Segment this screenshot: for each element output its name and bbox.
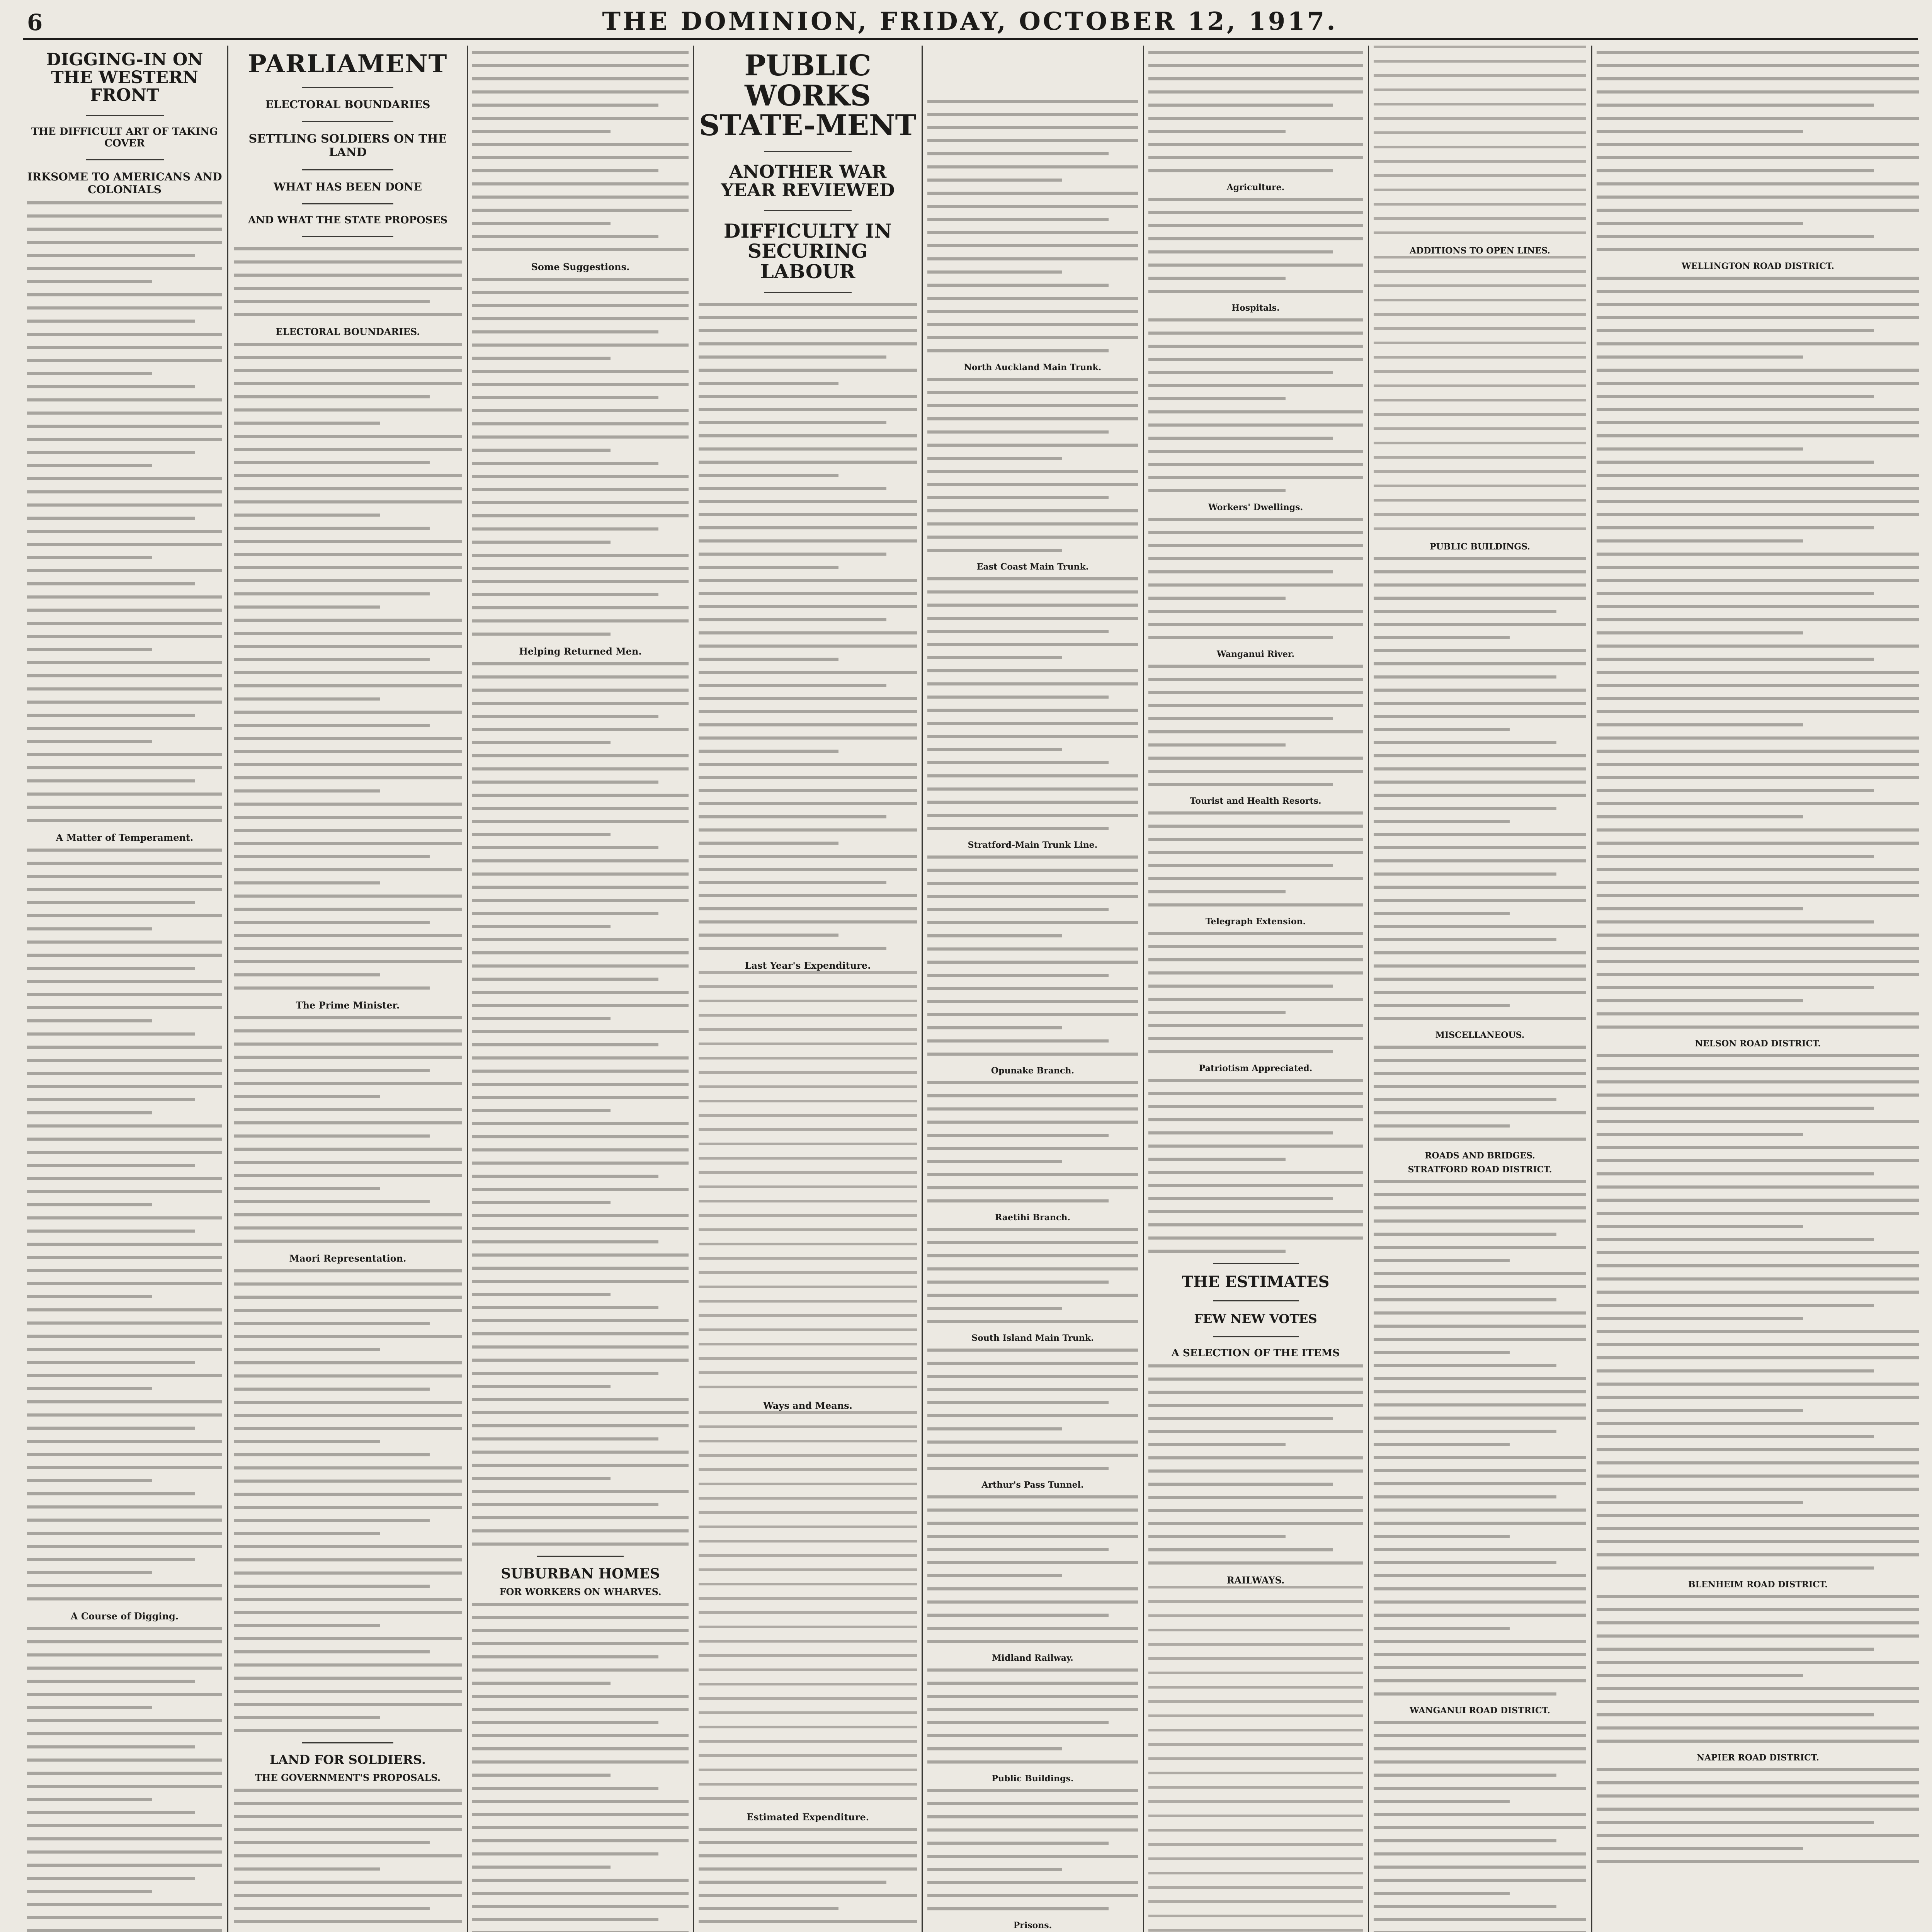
article-subhead: IRKSOME TO AMERICANS AND COLONIALS	[27, 170, 222, 196]
section-heading: BLENHEIM ROAD DISTRICT.	[1688, 1580, 1828, 1590]
body-text	[1148, 811, 1363, 906]
newspaper-title: THE DOMINION, FRIDAY, OCTOBER 12, 1917.	[602, 7, 1338, 36]
divider	[302, 1742, 393, 1743]
article-headline: DIFFICULTY IN SECURING LABOUR	[723, 219, 892, 283]
section-heading: Public Buildings.	[992, 1774, 1074, 1784]
section-heading: Last Year's Expenditure.	[745, 960, 871, 971]
column-4	[699, 46, 917, 1932]
divider	[1213, 1336, 1299, 1337]
body-text	[1148, 1079, 1363, 1253]
article-subhead: FEW NEW VOTES	[1194, 1311, 1317, 1326]
divider	[764, 210, 852, 211]
article-headline: PUBLIC WORKS STATE-MENT	[699, 49, 917, 143]
body-text	[927, 100, 1138, 352]
divider	[1213, 1263, 1299, 1264]
body-text	[1148, 665, 1363, 786]
section-heading: The Prime Minister.	[296, 1000, 400, 1011]
section-heading: MISCELLANEOUS.	[1435, 1030, 1525, 1040]
article-subhead: ELECTORAL BOUNDARIES	[265, 98, 430, 111]
masthead	[23, 7, 1918, 40]
body-text	[472, 51, 689, 251]
body-text	[927, 577, 1138, 830]
body-text	[927, 378, 1138, 552]
section-heading: ROADS AND BRIDGES.	[1425, 1151, 1535, 1161]
body-text	[234, 1016, 462, 1243]
body-text	[927, 1228, 1138, 1323]
body-text	[472, 662, 689, 1546]
section-heading: NELSON ROAD DISTRICT.	[1695, 1039, 1821, 1049]
section-heading: Telegraph Extension.	[1205, 917, 1306, 927]
section-heading: STRATFORD ROAD DISTRICT.	[1408, 1165, 1552, 1175]
divider	[302, 203, 393, 204]
body-text	[927, 1668, 1138, 1764]
body-text	[234, 1789, 462, 1932]
estimates-table	[1374, 46, 1586, 234]
page-number: 6	[27, 9, 43, 36]
section-heading: Opunake Branch.	[991, 1066, 1075, 1076]
body-text	[1597, 1595, 1919, 1743]
article-subhead: WHAT HAS BEEN DONE	[273, 180, 422, 194]
body-text	[1148, 1364, 1363, 1565]
body-text	[27, 1627, 222, 1932]
body-text	[234, 1269, 462, 1732]
body-text	[927, 1789, 1138, 1910]
body-text	[472, 278, 689, 636]
article-subhead: FOR WORKERS ON WHARVES.	[499, 1586, 662, 1597]
section-heading: Arthur's Pass Tunnel.	[981, 1480, 1084, 1490]
body-text	[1148, 198, 1363, 293]
expenditure-table	[699, 971, 917, 1388]
column-rule	[1368, 46, 1369, 1932]
section-heading: Ways and Means.	[763, 1400, 853, 1412]
body-text	[1148, 518, 1363, 639]
body-text	[1148, 932, 1363, 1053]
body-text	[927, 1349, 1138, 1470]
body-text	[1597, 1768, 1919, 1863]
body-text	[27, 849, 222, 1600]
section-heading: Prisons.	[1013, 1920, 1052, 1930]
body-text	[699, 303, 917, 950]
divider	[1213, 1300, 1299, 1301]
body-text	[27, 201, 222, 822]
article-headline: ANOTHER WAR YEAR REVIEWED	[721, 161, 895, 201]
section-heading: RAILWAYS.	[1226, 1575, 1285, 1586]
divider	[302, 87, 393, 88]
body-text	[1374, 1721, 1586, 1932]
article-subhead: THE DIFFICULT ART OF TAKING COVER	[31, 126, 218, 149]
column-rule	[467, 46, 468, 1932]
section-heading: Stratford-Main Trunk Line.	[968, 840, 1098, 850]
body-text	[927, 1081, 1138, 1202]
body-text	[699, 1828, 917, 1932]
section-heading: Hospitals.	[1231, 303, 1280, 313]
divider	[764, 151, 852, 152]
section-heading: PUBLIC BUILDINGS.	[1430, 542, 1530, 552]
column-rule	[1143, 46, 1144, 1932]
section-heading: NAPIER ROAD DISTRICT.	[1697, 1753, 1819, 1763]
section-heading: Tourist and Health Resorts.	[1190, 796, 1321, 806]
body-text	[1374, 557, 1586, 1020]
divider	[537, 1556, 624, 1557]
section-heading: Maori Representation.	[289, 1253, 406, 1264]
article-headline: SUBURBAN HOMES	[501, 1566, 660, 1582]
body-text	[927, 855, 1138, 1056]
divider	[86, 159, 164, 160]
divider	[302, 169, 393, 170]
body-text	[1597, 51, 1919, 251]
section-heading: Agriculture.	[1226, 182, 1285, 192]
article-headline: THE ESTIMATES	[1182, 1273, 1330, 1291]
section-heading: A Course of Digging.	[70, 1610, 179, 1622]
section-heading: ADDITIONS TO OPEN LINES.	[1410, 246, 1550, 256]
section-heading: Estimated Expenditure.	[746, 1811, 869, 1823]
divider	[86, 115, 164, 116]
body-text	[1597, 277, 1919, 1029]
article-subhead: AND WHAT THE STATE PROPOSES	[248, 214, 448, 226]
section-heading: ELECTORAL BOUNDARIES.	[276, 326, 420, 338]
railways-table	[1148, 1586, 1363, 1932]
column-7	[1374, 46, 1586, 1932]
section-heading: North Auckland Main Trunk.	[964, 362, 1102, 372]
section-heading: WELLINGTON ROAD DISTRICT.	[1681, 261, 1835, 271]
body-text	[234, 247, 462, 316]
section-heading: Wanganui River.	[1216, 649, 1295, 659]
column-rule	[693, 46, 694, 1932]
section-heading: WANGANUI ROAD DISTRICT.	[1410, 1706, 1550, 1716]
body-text	[1597, 1054, 1919, 1570]
body-text	[1148, 51, 1363, 172]
column-rule	[1591, 46, 1592, 1932]
body-text	[1148, 318, 1363, 492]
column-3	[472, 46, 689, 1932]
section-heading: Midland Railway.	[992, 1653, 1073, 1663]
body-text	[234, 343, 462, 990]
section-heading: Raetihi Branch.	[995, 1213, 1071, 1223]
column-2	[234, 46, 462, 1932]
divider	[302, 121, 393, 122]
column-5	[927, 46, 1138, 1932]
divider	[764, 292, 852, 293]
open-lines-table	[1374, 256, 1586, 530]
section-heading: Some Suggestions.	[531, 261, 630, 272]
column-rule	[922, 46, 923, 1932]
column-rule	[227, 46, 228, 1932]
column-6	[1148, 46, 1363, 1932]
article-headline: LAND FOR SOLDIERS.	[269, 1752, 426, 1767]
article-headline: DIGGING-IN ON THE WESTERN FRONT	[46, 50, 203, 105]
section-heading: Patriotism Appreciated.	[1199, 1063, 1313, 1073]
article-subhead: THE GOVERNMENT'S PROPOSALS.	[255, 1772, 441, 1783]
ways-and-means-table	[699, 1411, 917, 1800]
section-heading: Workers' Dwellings.	[1208, 502, 1303, 512]
section-heading: A Matter of Temperament.	[56, 832, 194, 843]
article-subhead: SETTLING SOLDIERS ON THE LAND	[248, 132, 447, 160]
section-heading: Helping Returned Men.	[519, 646, 642, 657]
article-subhead: A SELECTION OF THE ITEMS	[1171, 1347, 1340, 1359]
divider	[302, 236, 393, 237]
body-text	[927, 1495, 1138, 1643]
body-text	[1374, 1046, 1586, 1141]
section-heading: East Coast Main Trunk.	[976, 562, 1089, 572]
body-text	[1374, 1180, 1586, 1696]
section-heading: South Island Main Trunk.	[971, 1333, 1094, 1343]
column-8	[1597, 46, 1919, 1932]
column-1	[27, 46, 222, 1932]
body-text	[472, 1603, 689, 1932]
article-headline: PARLIAMENT	[248, 49, 448, 78]
